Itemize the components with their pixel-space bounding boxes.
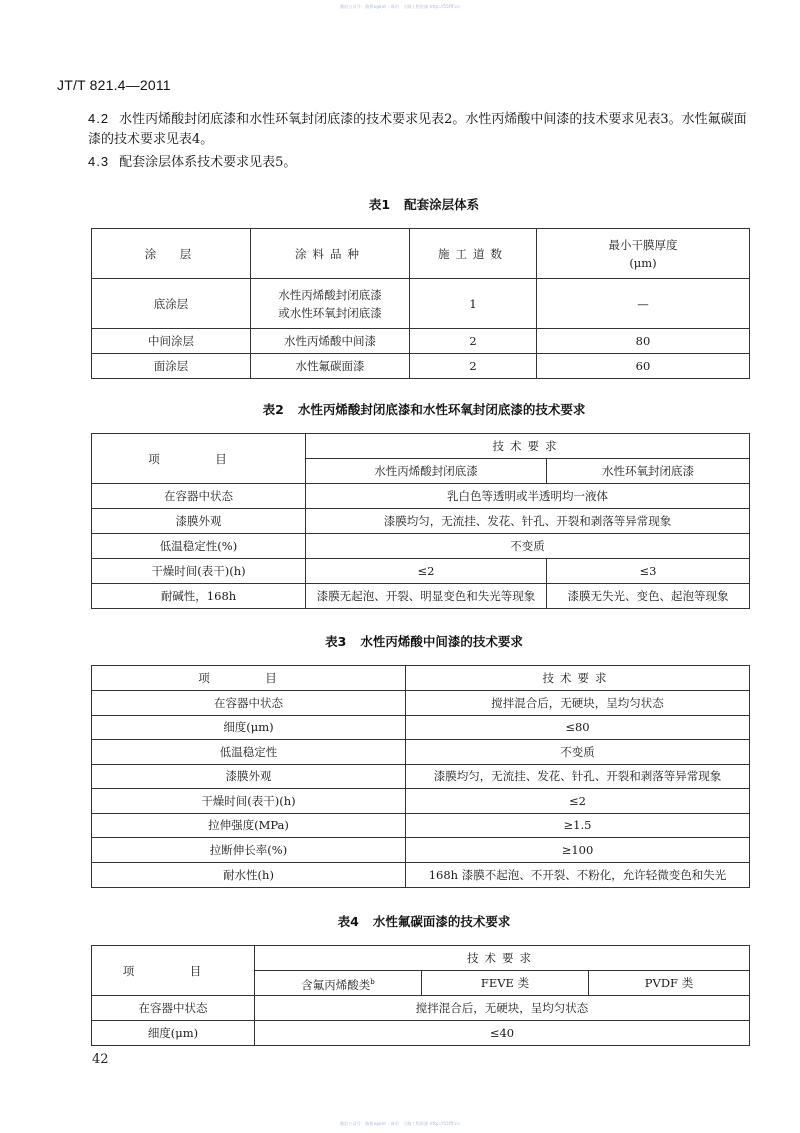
cell-item: 在容器中状态 bbox=[92, 691, 406, 716]
table2-title: 水性丙烯酸封闭底漆和水性环氧封闭底漆的技术要求 bbox=[297, 402, 586, 417]
cell-value: ≥1.5 bbox=[406, 813, 750, 838]
table2-caption bbox=[0, 400, 800, 418]
subheader-cell: FEVE 类 bbox=[422, 971, 589, 996]
subheader-cell: PVDF 类 bbox=[589, 971, 750, 996]
subheader-cell bbox=[255, 971, 422, 996]
table4-number: 表4 bbox=[337, 914, 359, 929]
header-cell-group: 技术要求 bbox=[306, 434, 750, 459]
table-row bbox=[92, 559, 750, 584]
header-cell: 涂料品种 bbox=[251, 229, 410, 279]
cell: 中间涂层 bbox=[92, 329, 251, 354]
cell: 1 bbox=[410, 279, 537, 329]
header-unit: (μm) bbox=[629, 255, 657, 270]
header-cell-item: 项 目 bbox=[92, 946, 255, 996]
table-row bbox=[92, 329, 750, 354]
table3 bbox=[91, 665, 750, 888]
table-row bbox=[92, 996, 750, 1021]
header-cell-requirement: 技术要求 bbox=[406, 666, 750, 691]
clause-text: 水性丙烯酸封闭底漆和水性环氧封闭底漆的技术要求见表2。水性丙烯酸中间漆的技术要求见表3。水性氟碳面漆的技术要求见表4。 bbox=[88, 112, 747, 147]
table-row bbox=[92, 691, 750, 716]
cell-item: 细度(μm) bbox=[92, 715, 406, 740]
table-header-row bbox=[92, 946, 750, 971]
cell-item: 在容器中状态 bbox=[92, 996, 255, 1021]
cell-merged: 乳白色等透明或半透明均一液体 bbox=[306, 484, 750, 509]
table3-title: 水性丙烯酸中间漆的技术要求 bbox=[360, 634, 523, 649]
cell-item: 细度(μm) bbox=[92, 1021, 255, 1046]
table-row bbox=[92, 354, 750, 379]
cell-value: 168h 漆膜不起泡、不开裂、不粉化，允许轻微变色和失光 bbox=[406, 862, 750, 887]
table1-number: 表1 bbox=[368, 197, 391, 212]
table-row bbox=[92, 1021, 750, 1046]
subheader-cell: 水性丙烯酸封闭底漆 bbox=[306, 459, 547, 484]
table-row bbox=[92, 534, 750, 559]
table-row bbox=[92, 740, 750, 765]
cell: 漆膜无失光、变色、起泡等现象 bbox=[547, 584, 750, 609]
cell-item: 低温稳定性 bbox=[92, 740, 406, 765]
table-row bbox=[92, 862, 750, 887]
cell-item: 干燥时间(表干)(h) bbox=[92, 789, 406, 814]
header-cell-group: 技术要求 bbox=[255, 946, 750, 971]
cell-item: 耐水性(h) bbox=[92, 862, 406, 887]
header-cell: 施工道数 bbox=[410, 229, 537, 279]
cell-item: 在容器中状态 bbox=[92, 484, 306, 509]
cell: 80 bbox=[537, 329, 750, 354]
table-row bbox=[92, 715, 750, 740]
table4-title: 水性氟碳面漆的技术要求 bbox=[372, 914, 511, 929]
cell: ≤2 bbox=[306, 559, 547, 584]
cell-value: ≤2 bbox=[406, 789, 750, 814]
table-row bbox=[92, 789, 750, 814]
cell: 面涂层 bbox=[92, 354, 251, 379]
cell-value: 漆膜均匀，无流挂、发花、针孔、开裂和剥落等异常现象 bbox=[406, 764, 750, 789]
watermark-top: 微信公众号：路桥agent · 网站：大路工程资源 http://55fff.cn bbox=[339, 4, 461, 9]
header-line: 最小干膜厚度 bbox=[608, 237, 678, 252]
table2-number: 表2 bbox=[262, 402, 284, 417]
cell-item: 拉伸强度(MPa) bbox=[92, 813, 406, 838]
header-cell: 涂 层 bbox=[92, 229, 251, 279]
table-row bbox=[92, 838, 750, 863]
table-header-row bbox=[92, 666, 750, 691]
table2 bbox=[91, 433, 750, 609]
cell-merged: 漆膜均匀，无流挂、发花、针孔、开裂和剥落等异常现象 bbox=[306, 509, 750, 534]
table3-caption bbox=[0, 632, 800, 650]
table-header-row bbox=[92, 434, 750, 459]
table-row bbox=[92, 764, 750, 789]
cell-merged: 搅拌混合后，无硬块，呈均匀状态 bbox=[255, 996, 750, 1021]
table-header-row bbox=[92, 229, 750, 279]
cell-value: 不变质 bbox=[406, 740, 750, 765]
paragraph-4-3 bbox=[88, 152, 296, 173]
header-cell-item: 项 目 bbox=[92, 666, 406, 691]
table-row bbox=[92, 813, 750, 838]
cell-item: 耐碱性，168h bbox=[92, 584, 306, 609]
table1-title: 配套涂层体系 bbox=[404, 197, 480, 212]
table1 bbox=[91, 228, 750, 379]
cell: 60 bbox=[537, 354, 750, 379]
cell: ≤3 bbox=[547, 559, 750, 584]
table4-caption bbox=[0, 912, 800, 930]
cell: 2 bbox=[410, 354, 537, 379]
cell-item: 低温稳定性(%) bbox=[92, 534, 306, 559]
table4 bbox=[91, 945, 750, 1046]
cell-item: 干燥时间(表干)(h) bbox=[92, 559, 306, 584]
table-row bbox=[92, 509, 750, 534]
table-row bbox=[92, 584, 750, 609]
clause-number: 4.2 bbox=[88, 111, 110, 126]
paragraph-4-2 bbox=[88, 109, 758, 150]
subheader-label: 含氟丙烯酸类 bbox=[301, 977, 371, 992]
cell-item: 拉断伸长率(%) bbox=[92, 838, 406, 863]
cell-value: ≤80 bbox=[406, 715, 750, 740]
cell-value: 搅拌混合后，无硬块，呈均匀状态 bbox=[406, 691, 750, 716]
cell bbox=[251, 279, 410, 329]
cell: 水性丙烯酸中间漆 bbox=[251, 329, 410, 354]
table1-caption bbox=[0, 195, 800, 213]
subheader-cell: 水性环氧封闭底漆 bbox=[547, 459, 750, 484]
cell-value: ≥100 bbox=[406, 838, 750, 863]
cell: 漆膜无起泡、开裂、明显变色和失光等现象 bbox=[306, 584, 547, 609]
clause-text: 配套涂层体系技术要求见表5。 bbox=[119, 155, 297, 170]
cell: 水性氟碳面漆 bbox=[251, 354, 410, 379]
table-row bbox=[92, 484, 750, 509]
cell-item: 漆膜外观 bbox=[92, 764, 406, 789]
cell: 底涂层 bbox=[92, 279, 251, 329]
standard-code: JT/T 821.4—2011 bbox=[57, 77, 171, 93]
header-cell bbox=[537, 229, 750, 279]
cell-item: 漆膜外观 bbox=[92, 509, 306, 534]
header-cell-item: 项 目 bbox=[92, 434, 306, 484]
cell: — bbox=[537, 279, 750, 329]
cell-line: 或水性环氧封闭底漆 bbox=[278, 305, 382, 320]
cell-merged: 不变质 bbox=[306, 534, 750, 559]
watermark-bottom: 微信公众号：路桥agent · 网站：大路工程资源 http://55fff.cn bbox=[339, 1121, 461, 1126]
page-number: 42 bbox=[92, 1052, 109, 1067]
table3-number: 表3 bbox=[325, 634, 347, 649]
clause-number: 4.3 bbox=[88, 154, 110, 169]
cell-merged: ≤40 bbox=[255, 1021, 750, 1046]
table-row bbox=[92, 279, 750, 329]
footnote-marker: b bbox=[370, 977, 375, 986]
cell-line: 水性丙烯酸封闭底漆 bbox=[278, 287, 382, 302]
cell: 2 bbox=[410, 329, 537, 354]
